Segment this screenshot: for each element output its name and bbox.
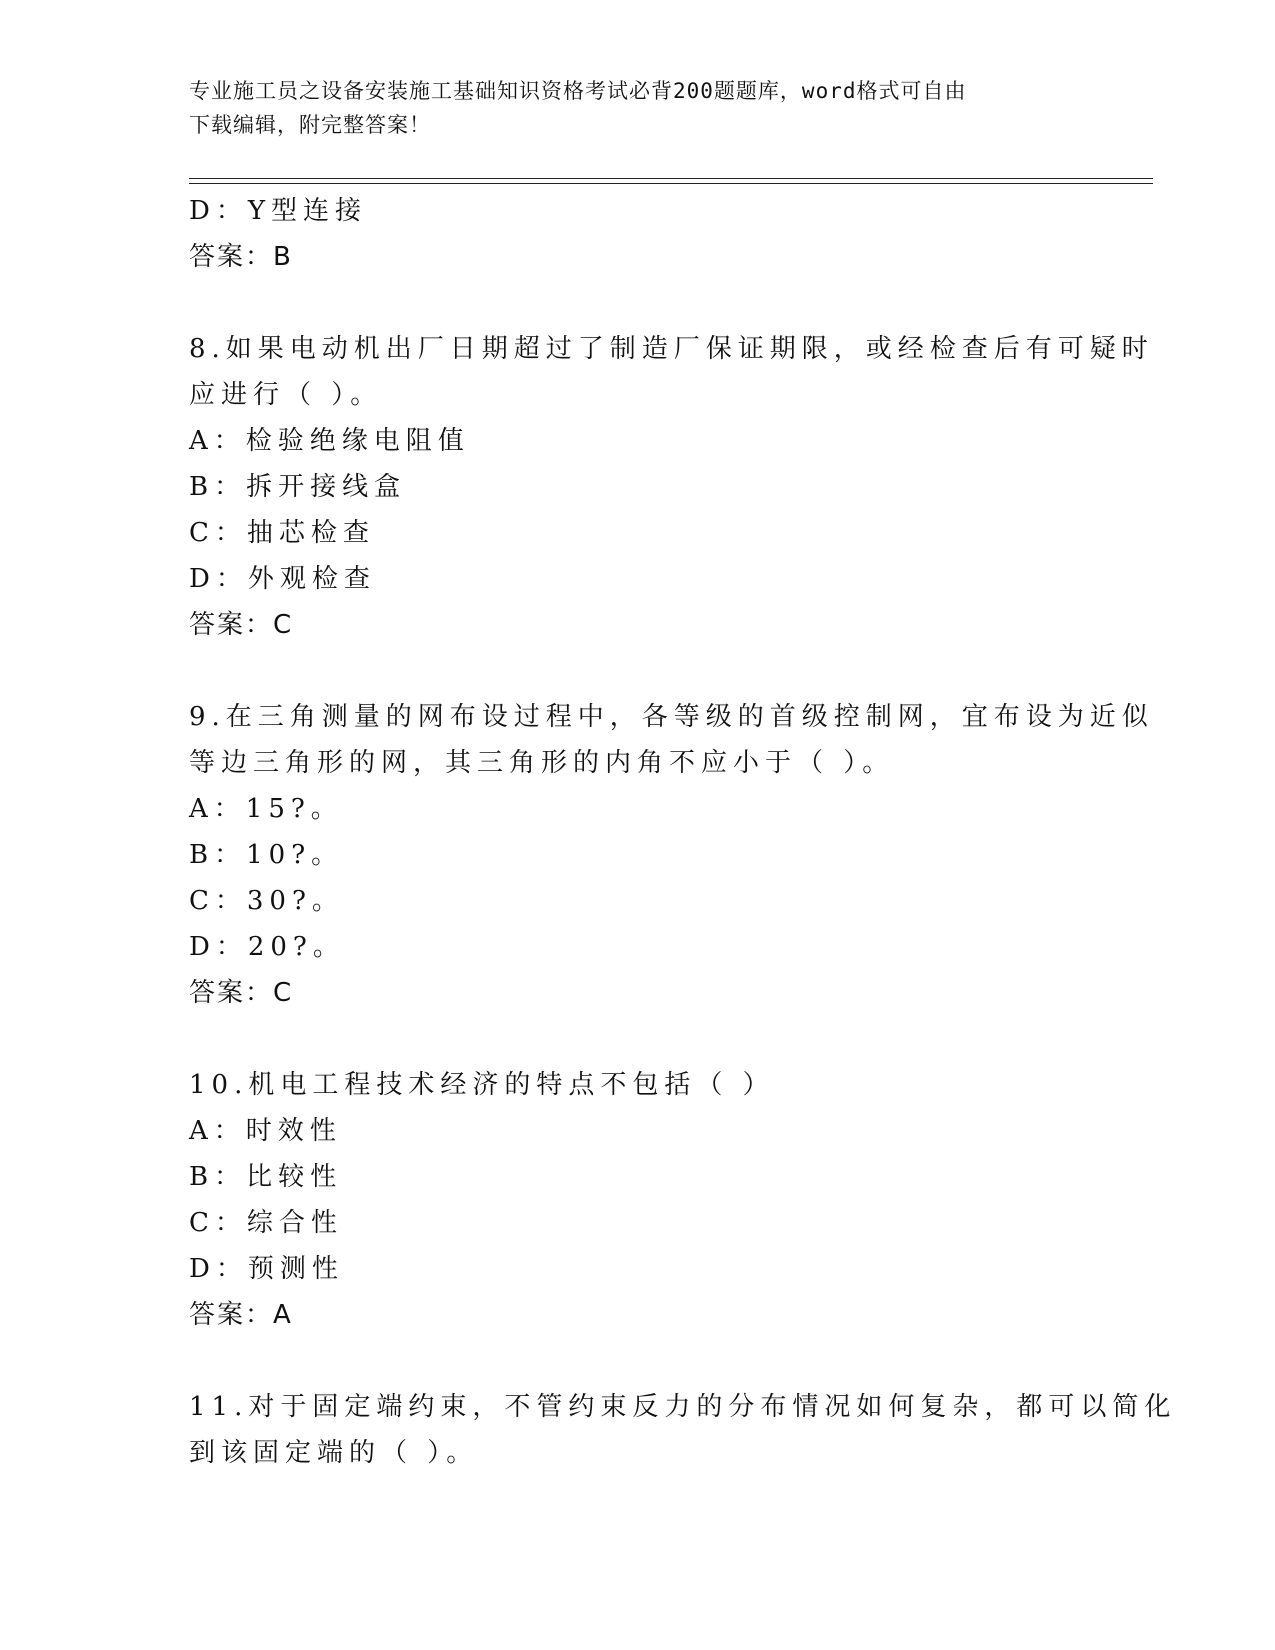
option-b: B：拆开接线盒 — [189, 472, 407, 502]
question-11 — [189, 1384, 1177, 1476]
answer-line: 答案：B — [189, 242, 293, 272]
option-b: B：10?。 — [189, 840, 344, 870]
question-9 — [189, 694, 1154, 1016]
spacer — [189, 1016, 1089, 1062]
answer-line: 答案：A — [189, 1300, 293, 1330]
option-a: A：15?。 — [189, 794, 343, 824]
option-a: A：检验绝缘电阻值 — [189, 426, 470, 456]
option-c: C：抽芯检查 — [189, 518, 375, 548]
option-b: B：比较性 — [189, 1162, 343, 1192]
question-8 — [189, 326, 1154, 648]
header-divider-bottom — [189, 183, 1153, 184]
option-c: C：综合性 — [189, 1208, 343, 1238]
option-d: D：预测性 — [189, 1254, 344, 1284]
question-stem-line-1: 9.在三角测量的网布设过程中，各等级的首级控制网，宜布设为近似 — [189, 702, 1154, 732]
document-header — [189, 74, 1069, 142]
option-d: D：Y型连接 — [189, 196, 368, 226]
question-stem-line-2: 到该固定端的（ ）。 — [189, 1438, 479, 1468]
spacer — [189, 1338, 1089, 1384]
answer-line: 答案：C — [189, 978, 294, 1008]
question-stem-line-2: 等边三角形的网，其三角形的内角不应小于（ ）。 — [189, 748, 895, 778]
question-stem-line-1: 10.机电工程技术经济的特点不包括（ ） — [189, 1070, 775, 1100]
question-stem-line-1: 8.如果电动机出厂日期超过了制造厂保证期限，或经检查后有可疑时 — [189, 334, 1154, 364]
question-stem-line-2: 应进行（ ）。 — [189, 380, 383, 410]
option-d: D：20?。 — [189, 932, 345, 962]
question-stem-line-1: 11.对于固定端约束，不管约束反力的分布情况如何复杂，都可以简化 — [189, 1392, 1177, 1422]
header-divider-top — [189, 178, 1153, 179]
option-c: C：30?。 — [189, 886, 344, 916]
question-7-tail — [189, 188, 1089, 280]
question-10 — [189, 1062, 1089, 1338]
spacer — [189, 648, 1089, 694]
option-a: A：时效性 — [189, 1116, 342, 1146]
question-list — [189, 188, 1177, 1476]
answer-line: 答案：C — [189, 610, 294, 640]
header-title-line-2: 下载编辑，附完整答案！ — [189, 113, 431, 137]
option-d: D：外观检查 — [189, 564, 376, 594]
header-title-line-1: 专业施工员之设备安装施工基础知识资格考试必背200题题库，word格式可自由 — [189, 79, 967, 103]
spacer — [189, 280, 1089, 326]
